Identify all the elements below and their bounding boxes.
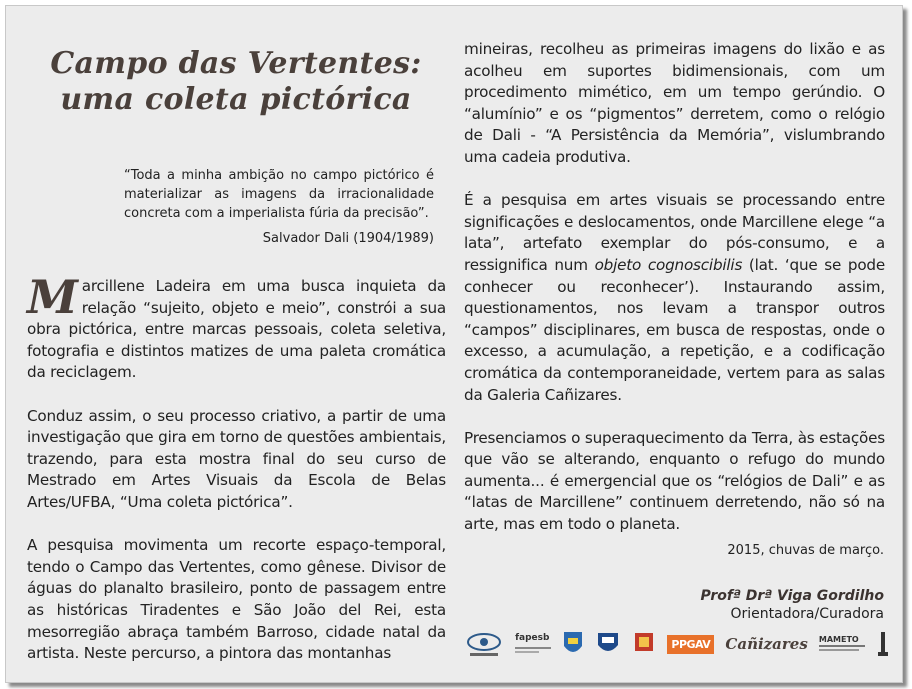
paragraph-1 [27,270,446,384]
signature-role: Orientadora/Curadora [730,606,884,622]
university-crest-icon [632,630,656,658]
paragraph-1-text: arcillene Ladeira em uma busca inquieta da relação “sujeito, objeto e meio”, constrói a sua obra pictórica, entre marcas pessoais, coleta seletiva, fotografia e distintos matizes de uma paleta cromática da reciclagem. [27,277,446,382]
paragraph-5-text-b: (lat. ‘que se pode conhecer ou reconhecer’). Instaurando assim, questionamentos, nos levam a transpor outros “campos” disciplinares, em busca de respostas, onde o excesso, a acumulação, a repetição, e a codificação cromática da contemporaneidade, vertem para as salas da Galeria Cañizares. [464,255,886,404]
paragraph-5 [464,190,885,406]
canizares-text: Cañizares [725,635,808,653]
ppgav-text: PPGAV [667,635,714,654]
date-line: 2015, chuvas de março. [727,543,884,558]
signature-name: Profª Drª Viga Gordilho [700,588,884,604]
right-column [464,39,885,557]
document-page [5,5,903,683]
sponsor-logos [464,626,890,662]
paragraph-5-text-a: É a pesquisa em artes visuais se processando entre significações e deslocamentos, onde Marcillene elege “a lata”, artefato exemplar do pós-consumo, e a ressignifica num [464,191,885,274]
mameto-text: MAMETO [818,634,859,644]
shield-logo-icon [595,630,621,658]
mameto-logo [819,635,865,654]
fapesb-logo [515,633,551,655]
fapesb-text: fapesb [515,633,550,643]
paragraph-6: Presenciamos o superaquecimento da Terra, às estações que vão se alterando, enquanto o refugo do mundo aumenta... é emergencial que os “relógios de Dali” e as “latas de Marcillene” continuem derretendo, não só na arte, mas em todo o planeta. [464,428,885,534]
paragraph-3: A pesquisa movimenta um recorte espaço-temporal, tendo o Campo das Vertentes, como gênese. Divisor de águas do planalto brasileiro, ponto de passagem entre as históricas Tiradentes e São João del Rei, esta mesorregião abraça também Barroso, cidade natal da artista. Neste percurso, a pintora das montanhas [27,536,446,663]
ppgav-logo [667,635,714,654]
title-line-1: Campo das Vertentes: [50,46,422,81]
page-title [46,46,426,118]
canizares-logo [725,635,807,653]
paragraph-4: mineiras, recolheu as primeiras imagens do lixão e as acolheu em suportes bidimensionais, com um procedimento mimético, em um tempo gerúndio. O “alumínio” e os “pigmentos” derretem, como o relógio de Dali - “A Persistência da Memória”, vislumbrando uma cadeia produtiva. [464,40,885,166]
title-line-2: uma coleta pictórica [60,82,412,117]
eye-logo-icon [464,630,504,658]
epigraph-quote: “Toda a minha ambição no campo pictórico é materializar as imagens da irracionalidade concreta com a imperialista fúria da precisão”. [124,168,434,221]
epigraph-author: Salvador Dali (1904/1989) [262,231,434,246]
drop-cap: M [27,270,78,324]
crest-icon [562,630,584,658]
left-column [27,270,446,686]
paragraph-2: Conduz assim, o seu processo criativo, a partir de uma investigação que gira em torno de questões ambientais, trazendo, para esta mostra final do seu curso de Mestrado em Artes Visuais da Escola de Belas Artes/UFBA, “Uma coleta pictórica”. [27,406,446,511]
tower-logo-icon [876,630,890,658]
latin-term: objeto cognoscibilis [594,255,743,274]
